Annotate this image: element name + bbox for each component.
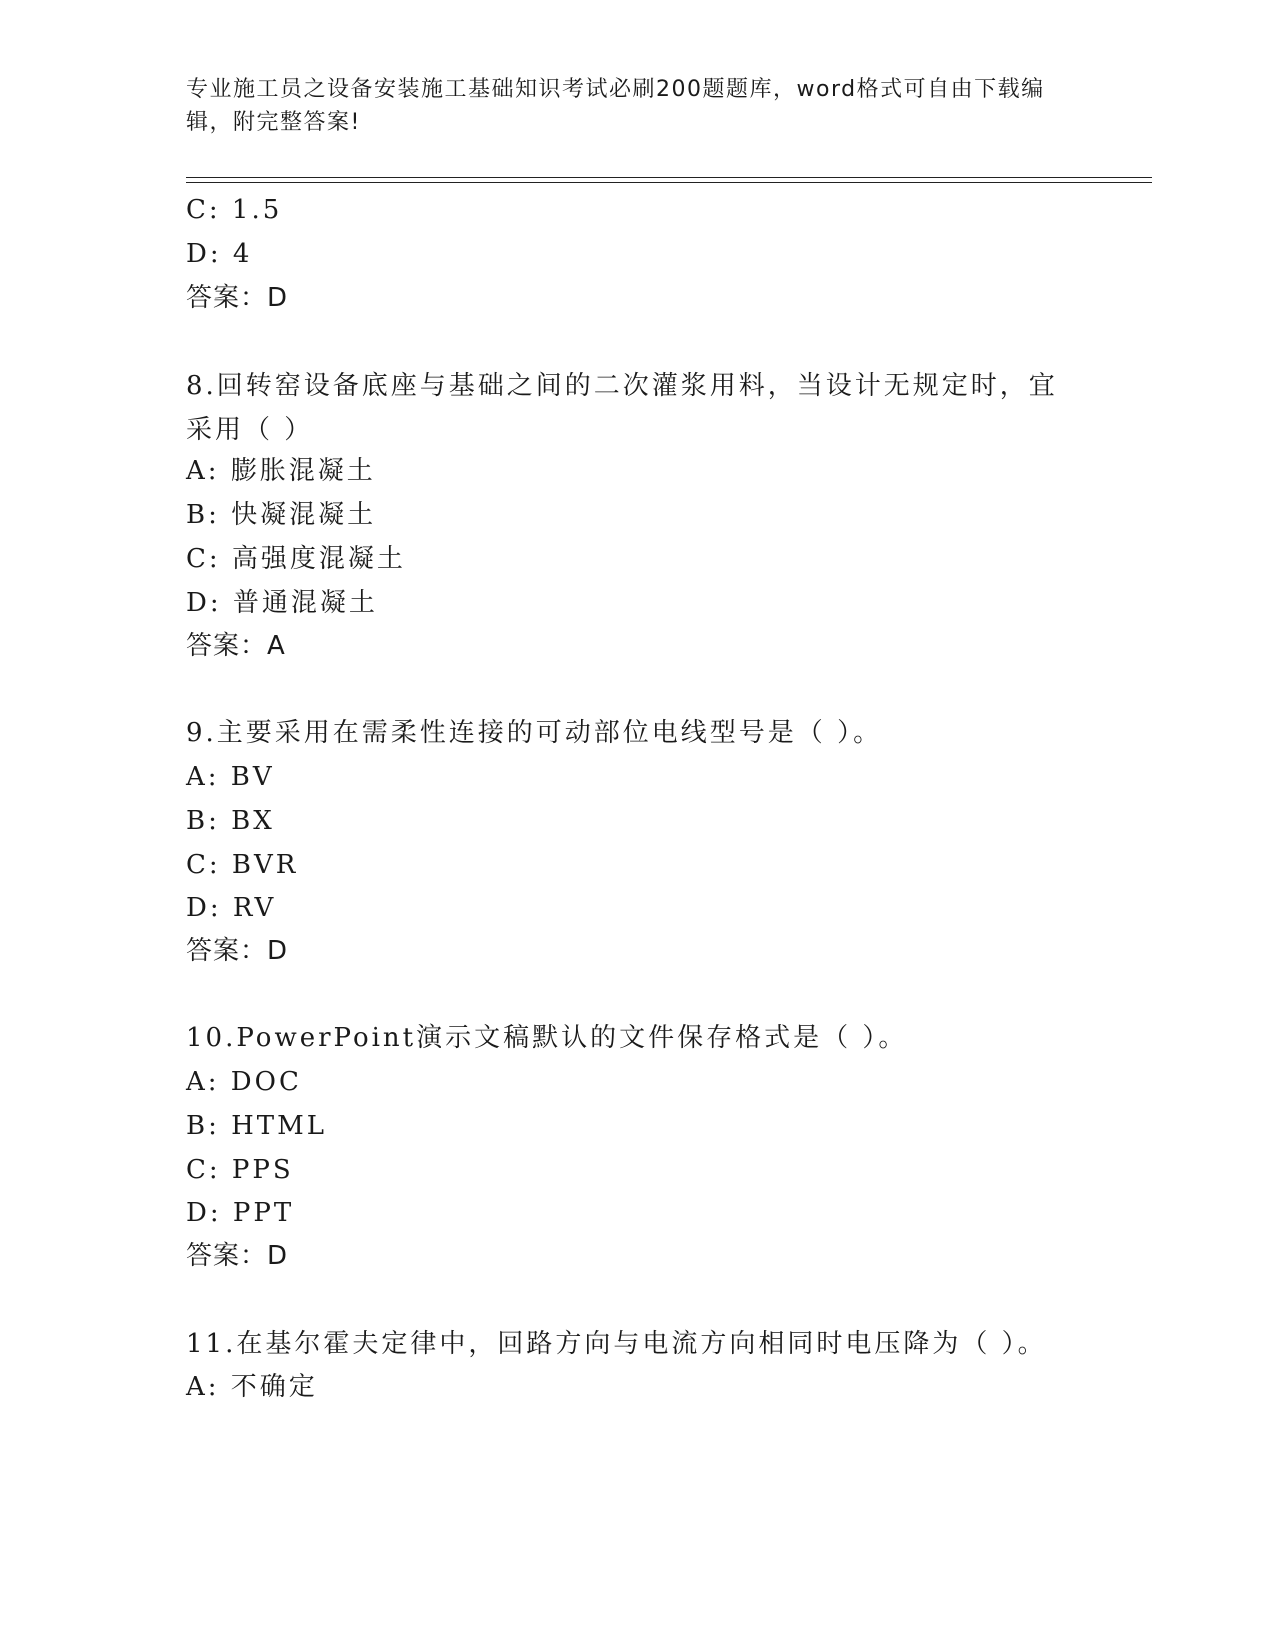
header-divider-top xyxy=(186,177,1152,178)
option-line: A: DOC xyxy=(186,1067,302,1097)
question-text: 8.回转窑设备底座与基础之间的二次灌浆用料，当设计无规定时，宜采用（ ） xyxy=(186,371,1058,445)
option-line: D: 普通混凝土 xyxy=(186,588,378,618)
page-header xyxy=(186,73,1066,139)
option-line: D: PPT xyxy=(186,1198,295,1228)
option-line: A: 膨胀混凝土 xyxy=(186,456,376,486)
option-line: C: 1.5 xyxy=(186,195,283,225)
option-line: B: 快凝混凝土 xyxy=(186,500,377,530)
header-title: 专业施工员之设备安装施工基础知识考试必刷200题题库，word格式可自由下载编辑，附完整答案! xyxy=(186,77,1045,135)
question-text: 9.主要采用在需柔性连接的可动部位电线型号是（ ）。 xyxy=(186,718,883,748)
option-line: C: 高强度混凝土 xyxy=(186,544,406,574)
answer-line: 答案：D xyxy=(186,1241,289,1271)
answer-line: 答案：D xyxy=(186,283,289,313)
option-line: C: PPS xyxy=(186,1155,294,1185)
question-text: 11.在基尔霍夫定律中，回路方向与电流方向相同时电压降为（ ）。 xyxy=(186,1329,1047,1359)
option-line: B: HTML xyxy=(186,1111,328,1141)
question-text: 10.PowerPoint演示文稿默认的文件保存格式是（ ）。 xyxy=(186,1023,908,1053)
option-line: C: BVR xyxy=(186,850,299,880)
header-divider-bottom xyxy=(186,182,1152,183)
option-line: A: BV xyxy=(186,762,275,792)
answer-line: 答案：A xyxy=(186,631,286,661)
option-line: B: BX xyxy=(186,806,275,836)
option-line: D: RV xyxy=(186,893,277,923)
answer-line: 答案：D xyxy=(186,936,289,966)
option-line: D: 4 xyxy=(186,239,253,269)
option-line: A: 不确定 xyxy=(186,1372,318,1402)
